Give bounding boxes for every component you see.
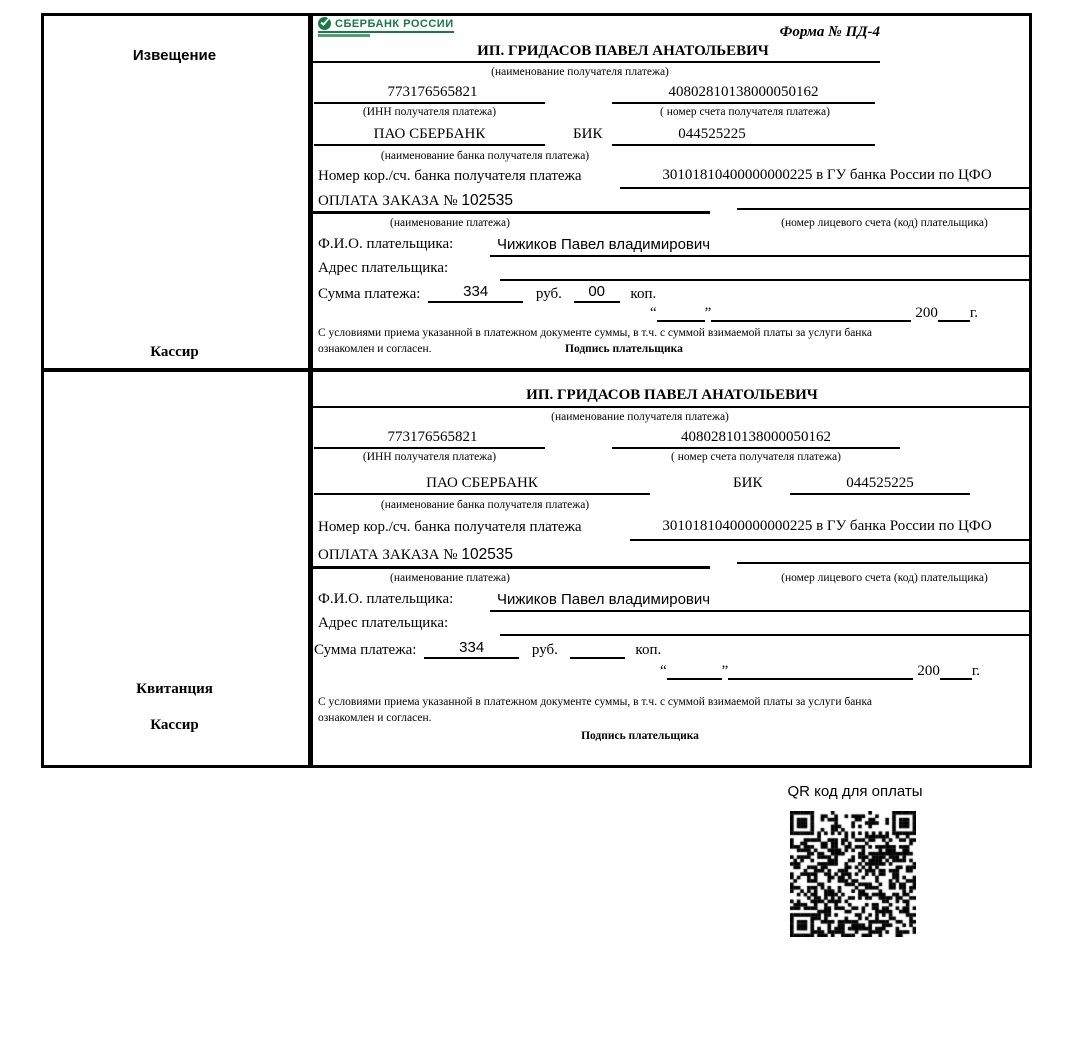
payee-name: ИП. ГРИДАСОВ ПАВЕЛ АНАТОЛЬЕВИЧ <box>526 387 818 403</box>
caption-bank: (наименование банка получателя платежа) <box>380 150 590 162</box>
fio-value: Чижиков Павел владимирович <box>497 236 711 253</box>
date-year-field <box>940 660 972 680</box>
caption-bank: (наименование банка получателя платежа) <box>380 499 590 511</box>
sum-rub-field: 334 <box>424 639 519 659</box>
year-prefix: 200 <box>915 304 938 321</box>
bik-label: БИК <box>573 126 603 142</box>
sum-kop-field <box>570 639 625 659</box>
caption-account: ( номер счета получателя платежа) <box>660 106 830 118</box>
bank-name: ПАО СБЕРБАНК <box>426 475 538 491</box>
sum-row <box>314 639 661 659</box>
bik-label: БИК <box>733 475 763 491</box>
signature-label: Подпись плательщика <box>565 343 683 355</box>
date-month-field <box>728 660 913 680</box>
section-divider <box>41 368 1032 372</box>
account-value: 40802810138000050162 <box>681 429 831 445</box>
quote-close: ” <box>704 304 712 321</box>
payment-value: 102535 <box>461 546 514 563</box>
notice-section-label: Извещение <box>132 47 217 64</box>
agreement-line1: С условиями приема указанной в платежном документе суммы, в т.ч. с суммой взимаемой платы за услуги банка <box>318 696 872 708</box>
date-day-field <box>667 660 722 680</box>
fio-label: Ф.И.О. плательщика: <box>318 236 454 252</box>
payment-label: ОПЛАТА ЗАКАЗА № <box>318 547 458 563</box>
caption-inn: (ИНН получателя платежа) <box>362 106 497 118</box>
date-month-field <box>711 302 911 322</box>
bank-name: ПАО СБЕРБАНК <box>373 126 486 142</box>
form-number-label: Форма № ПД-4 <box>779 24 880 40</box>
payment-name <box>318 192 513 210</box>
qr-code <box>790 811 916 937</box>
account-value: 40802810138000050162 <box>668 84 819 100</box>
year-prefix: 200 <box>917 662 940 679</box>
caption-personal-account: (номер лицевого счета (код) плательщика) <box>781 572 988 584</box>
quote-open: “ <box>650 304 657 321</box>
sberbank-logo <box>318 17 454 37</box>
date-row <box>650 302 978 322</box>
corr-value: 30101810400000000225 в ГУ банка России по ЦФО <box>662 167 992 183</box>
sum-label: Сумма платежа: <box>318 285 421 302</box>
caption-payee: (наименование получателя платежа) <box>551 411 729 423</box>
caption-account: ( номер счета получателя платежа) <box>671 451 841 463</box>
caption-personal-account: (номер лицевого счета (код) плательщика) <box>781 217 988 229</box>
bik-value: 044525225 <box>846 475 914 491</box>
caption-payment: (наименование платежа) <box>390 572 510 584</box>
corr-label: Номер кор./сч. банка получателя платежа <box>318 168 582 184</box>
date-day-field <box>657 302 705 322</box>
kop-label: коп. <box>630 285 657 302</box>
quote-open: “ <box>660 662 667 679</box>
receipt-section-label: Квитанция <box>136 681 213 697</box>
qr-label: QR код для оплаты <box>787 783 923 800</box>
logo-tagline <box>318 34 370 37</box>
caption-payee: (наименование получателя платежа) <box>491 66 669 78</box>
cashier-label-top: Кассир <box>150 344 199 360</box>
sum-row <box>318 283 656 303</box>
payee-name: ИП. ГРИДАСОВ ПАВЕЛ АНАТОЛЬЕВИЧ <box>477 43 769 59</box>
corr-label: Номер кор./сч. банка получателя платежа <box>318 519 582 535</box>
sum-label: Сумма платежа: <box>314 641 417 658</box>
corr-value: 30101810400000000225 в ГУ банка России по ЦФО <box>662 518 992 534</box>
signature-label: Подпись плательщика <box>581 730 699 742</box>
sum-kop-field: 00 <box>574 283 620 303</box>
quote-close: ” <box>721 662 729 679</box>
payment-name <box>318 546 513 564</box>
inn-value: 773176565821 <box>387 84 478 100</box>
brand-name: СБЕРБАНК РОССИИ <box>335 17 454 30</box>
fio-value: Чижиков Павел владимирович <box>497 591 711 608</box>
agreement-line2: ознакомлен и согласен. <box>318 343 432 355</box>
agreement-line2: ознакомлен и согласен. <box>318 712 432 724</box>
caption-inn: (ИНН получателя платежа) <box>362 451 497 463</box>
address-label: Адрес плательщика: <box>318 260 449 276</box>
kop-label: коп. <box>635 641 662 658</box>
cashier-label-bottom: Кассир <box>150 717 199 733</box>
year-suffix: г. <box>969 304 979 321</box>
inn-value: 773176565821 <box>387 429 478 445</box>
year-suffix: г. <box>971 662 981 679</box>
bik-value: 044525225 <box>678 126 746 142</box>
payment-label: ОПЛАТА ЗАКАЗА № <box>318 193 458 209</box>
date-year-field <box>938 302 970 322</box>
rub-label: руб. <box>531 641 558 658</box>
sum-rub-field: 334 <box>428 283 523 303</box>
payment-value: 102535 <box>461 192 514 209</box>
sberbank-logo-icon <box>318 17 331 30</box>
agreement-line1: С условиями приема указанной в платежном документе суммы, в т.ч. с суммой взимаемой платы за услуги банка <box>318 327 872 339</box>
fio-label: Ф.И.О. плательщика: <box>318 591 454 607</box>
caption-payment: (наименование платежа) <box>390 217 510 229</box>
rub-label: руб. <box>535 285 562 302</box>
date-row <box>660 660 980 680</box>
address-label: Адрес плательщика: <box>318 615 449 631</box>
